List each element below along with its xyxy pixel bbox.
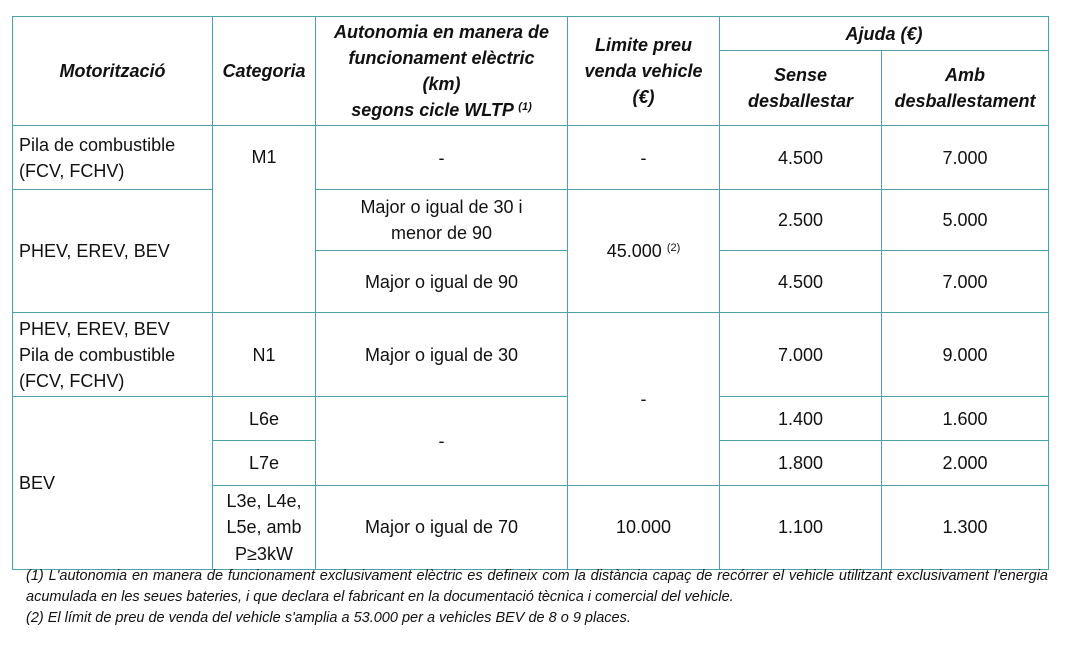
cell-motor-n1: PHEV, EREV, BEV Pila de combustible (FCV, FCHV) — [13, 313, 213, 397]
cell-amb-r5: 1.600 — [882, 397, 1049, 441]
cell-autonomia-r2: Major o igual de 30 i menor de 90 — [316, 190, 568, 251]
footnote-2: (2) El límit de preu de venda del vehicle s'amplia a 53.000 per a vehicles BEV de 8 o 9 places. — [26, 610, 631, 627]
cell-sense-r1: 4.500 — [720, 126, 882, 190]
cell-autonomia-r5: - — [316, 397, 568, 486]
footnote-1: (1) L'autonomia en manera de funcionament exclusivament elèctric es defineix com la distància capaç de recórrer el vehicle utilitzant exclusivament l'energia acumulada en les seues bateries, i que declara el fabricant en la documentació tècnica i comercial del vehicle. — [26, 568, 1048, 606]
cell-motor-phev: PHEV, EREV, BEV — [13, 190, 213, 313]
cell-autonomia-r1: - — [316, 126, 568, 190]
cell-sense-r2: 2.500 — [720, 190, 882, 251]
cell-limite-r7: 10.000 — [568, 486, 720, 569]
header-amb-desballestament: Amb desballestament — [882, 51, 1049, 126]
cell-sense-r4: 7.000 — [720, 313, 882, 397]
cell-autonomia-r3: Major o igual de 90 — [316, 251, 568, 313]
cell-categoria-l7e: L7e — [213, 441, 316, 486]
footnotes — [26, 566, 1048, 629]
header-sense-desballestar: Sense desballestar — [720, 51, 882, 126]
header-motoritzacio: Motorització — [13, 17, 213, 126]
cell-amb-r4: 9.000 — [882, 313, 1049, 397]
cell-sense-r3: 4.500 — [720, 251, 882, 313]
aid-table — [12, 16, 1049, 570]
cell-categoria-n1: N1 — [213, 313, 316, 397]
cell-limite-r1: - — [568, 126, 720, 190]
header-autonomia-text: Autonomia en manera de funcionament elèctric (km) segons cicle WLTP — [333, 22, 550, 121]
header-autonomia — [316, 17, 568, 126]
cell-motor-pila: Pila de combustible (FCV, FCHV) — [13, 126, 213, 190]
footnote-ref-2: (2) — [666, 242, 681, 255]
cell-categoria-m1: M1 — [213, 126, 316, 313]
header-categoria: Categoria — [213, 17, 316, 126]
cell-motor-bev: BEV — [13, 397, 213, 569]
header-ajuda: Ajuda (€) — [720, 17, 1049, 51]
cell-categoria-l6e: L6e — [213, 397, 316, 441]
cell-limite-r4: - — [568, 313, 720, 486]
footnote-ref-1: (1) — [518, 101, 532, 114]
cell-limite-r2 — [568, 190, 720, 313]
cell-amb-r1: 7.000 — [882, 126, 1049, 190]
header-limite: Limite preu venda vehicle (€) — [568, 17, 720, 126]
cell-autonomia-r7: Major o igual de 70 — [316, 486, 568, 569]
cell-sense-r5: 1.400 — [720, 397, 882, 441]
limite-value: 45.000 — [606, 241, 662, 262]
cell-amb-r3: 7.000 — [882, 251, 1049, 313]
cell-amb-r7: 1.300 — [882, 486, 1049, 569]
cell-amb-r2: 5.000 — [882, 190, 1049, 251]
cell-sense-r7: 1.100 — [720, 486, 882, 569]
cell-amb-r6: 2.000 — [882, 441, 1049, 486]
cell-autonomia-r4: Major o igual de 30 — [316, 313, 568, 397]
cell-sense-r6: 1.800 — [720, 441, 882, 486]
cell-categoria-l3e: L3e, L4e, L5e, amb P≥3kW — [213, 486, 316, 569]
